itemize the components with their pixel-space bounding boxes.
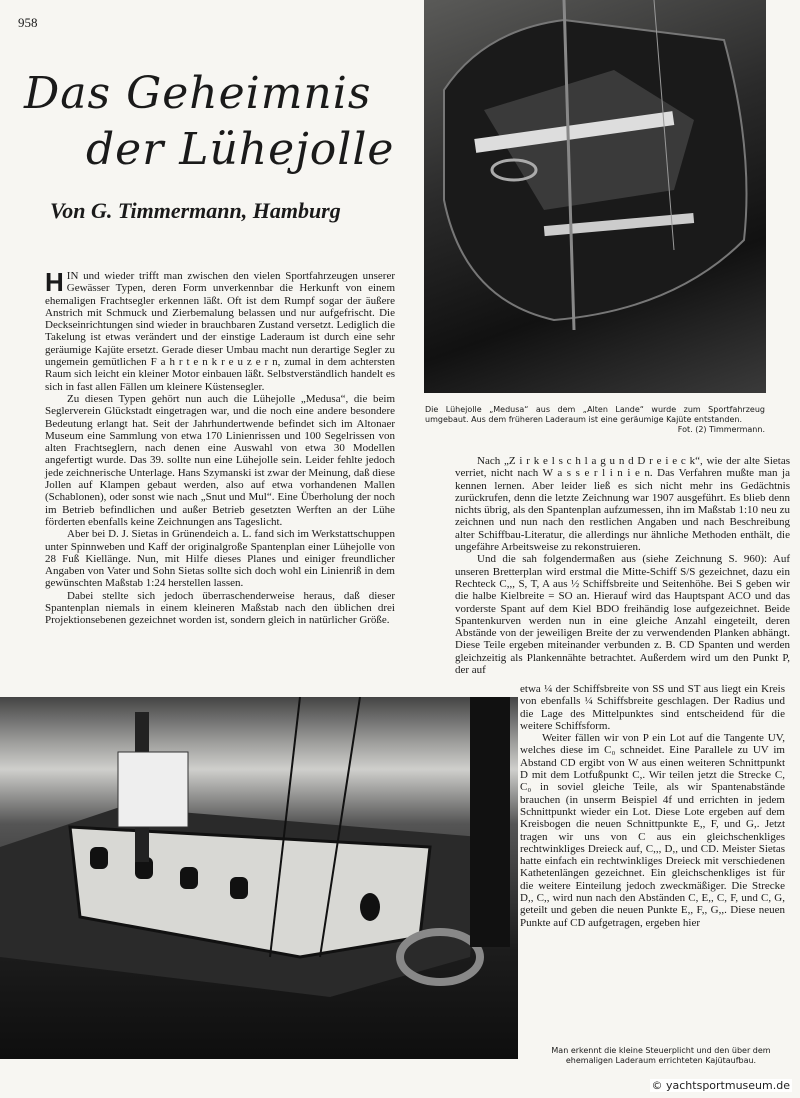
photo-boat-deck — [424, 0, 766, 393]
photo-credit: Fot. (2) Timmermann. — [677, 425, 765, 434]
paragraph: Aber bei D. J. Sietas in Grünendeich a. L. fand sich im Werkstattschuppen unter Spinnweben und Kaff der originalgroße Spantenplan einer Lühejolle von 28 Fuß Kiellänge. Nun, mit Hilfe dieses Planes und einiger freundlicher Angaben von Vater und Sohn Sietas sollte sich doch wohl ein Linienriß in dem gewünschten Maßstab 1:24 herstellen lassen. — [45, 528, 395, 590]
boat-side-illustration — [0, 697, 518, 1059]
drop-cap: H — [45, 267, 64, 297]
watermark: © yachtsportmuseum.de — [651, 1079, 790, 1092]
article-title-line-1: Das Geheimnis — [24, 68, 372, 119]
caption-bottom-photo: Man erkennt die kleine Steuerplicht und den über dem ehemaligen Laderaum errichteten Kajütaufbau. — [551, 1046, 771, 1065]
paragraph: IN und wieder trifft man zwischen den vielen Sportfahrzeugen unserer Gewässer Typen, deren Form unverkennbar die Herkunft von einem ehemaligen Frachtsegler erkennen läßt. Oft ist dem Rumpf sogar der äußere Anstrich mit Schmuck und Zierbemalung belassen und nur aufgefrischt. Die Deckseinrichtungen sind wieder in brauchbaren Zustand versetzt. Lediglich die Takelung ist etwas verändert und der einstige Laderaum ist durch eine sehr geräumige Kajüte ersetzt. Gerade dieser Umbau macht nun derartige Segler zu ungemein gemütlichen F a h r t e n k r e u z e r n, zumal in dem achtersten Raum sich leicht ein kleiner Motor einbauen läßt. Selbstverständlich handelt es sich in fast allen Fällen um kleinere Küstensegler. — [45, 270, 395, 393]
byline: Von G. Timmermann, Hamburg — [50, 198, 341, 223]
paragraph: Und die sah folgendermaßen aus (siehe Zeichnung S. 960): Auf unseren Bretterplan wird erstmal die Mitte-Schiff S/S gezeichnet, dazu ein Rechteck C,,, S, T, A aus ½ Schiffsbreite und Seitenhöhe. Bei S geben wir die halbe Kielbreite = SO an. Hierauf wird das Hauptspant ACO und das vorderste Spant auf dem Kiel BDO freihändig lose aufgezeichnet. Beide Spantenkurven werden nun in eine gleiche Anzahl eingeteilt, deren Abstände von der jeweiligen Breite der zu verwendenden Planken abhängt. Diese Teile ergeben miteinander verbunden z. B. CD Spanten und werden gleichzeitig als Plankennähte betrachtet. Außerdem wird um den Punkt P, der auf — [455, 553, 790, 677]
right-text-column-top — [455, 455, 790, 676]
paragraph: Weiter fällen wir von P ein Lot auf die Tangente UV, welches diese im C₀ schneidet. Eine Parallele zu UV im Abstand CD ergibt von W aus einen weiteren Schnittpunkt D mit dem Lotfußpunkt C,. Wir teilen jetzt die Strecke C, C₀ in soviel gleiche Teile, als wir Spantenabstände brauchen (in unserm Beispiel 4f und errichten in jedem Schnittpunkt wieder ein Lot. Diese Lote ergeben auf dem Kreisbogen die neuen Schnittpunkte E,, F, und G,. Jetzt tragen wir uns von C aus ein gleichschenkliges rechtwinkliges Dreieck auf, C,,, D,, und CD. Meister Sietas hatte einfach ein rechtwinkliges Dreieck mit verschiedenen Kathetenlängen gezeichnet. Ein gleichschenkliges ist für die weitere Einteilung jedoch zweckmäßiger. Die Strecke D,, C,, wird nun nach den Abständen C, E,, C, F, und C, G, geteilt und geben die neuen Punkte E,, F,, G,,. Diese neuen Punkte auf CD aufgetragen, ergeben hier — [520, 732, 785, 929]
paragraph: Dabei stellte sich jedoch überraschenderweise heraus, daß dieser Spantenplan niemals in einem kleineren Maßstab nach den üblichen drei Projektionsebenen gezeichnet worden ist, sondern gleich in natürlicher Größe. — [45, 589, 395, 627]
left-text-column — [45, 267, 395, 627]
paragraph: etwa ¼ der Schiffsbreite von SS und ST aus liegt ein Kreis von ebenfalls ¼ Schiffsbreite geschlagen. Der Radius und die Lage des Mittelpunktes sind entscheidend für die weitere Schiffsform. — [520, 683, 785, 732]
boat-deck-illustration — [424, 0, 766, 393]
page-number: 958 — [18, 15, 38, 30]
caption-top-text: Die Lühejolle „Medusa“ aus dem „Alten Lande“ wurde zum Sportfahrzeug umgebaut. Aus dem früheren Laderaum ist eine geräumige Kajüte entstanden. — [425, 405, 765, 424]
photo-boat-side — [0, 697, 518, 1059]
paragraph: Zu diesen Typen gehört nun auch die Lühejolle „Medusa“, die beim Seglerverein Glückstadt eingetragen war, und die noch eine andere besondere Bedeutung erlangt hat. Seit der Jahrhundertwende befindet sich im Altonaer Museum eine Sammlung von etwa 170 Linienrissen und 100 Segelrissen von alten Frachtseglern, nach denen eine Auswahl von etwa 30 Modellen angefertigt wurde. Das 39. sollte nun eine Lühejolle sein. Leider fehlte jedoch jede zeichnerische Unterlage. Hans Szymanski ist zwar der Meinung, daß diese Jollen auf Klampen gebaut werden, also auf etwa vorhandenen Mallen (Schablonen), oder sonst wie nach „Snut und Mul“. Eine Überholung der noch im Betrieb befindlichen und außer Betrieb gesetzten Werften an der Lühe förderten ebenfalls keine Zeichnungen ans Tageslicht. — [45, 392, 395, 528]
article-title-line-2: der Lühejolle — [86, 124, 395, 175]
right-text-column-bottom — [520, 683, 785, 929]
paragraph: Nach „Z i r k e l s c h l a g u n d D r e i e c k“, wie der alte Sietas verriet, nicht nach W a s s e r l i n i e n. Das Verfahren mußte man ja kennen lernen. Aber leider ließ es sich nicht mehr ins Gedächtnis zurückrufen, denn die letzte Zeichnung war 1907 ausgeführt. Es blieb denn nichts übrig, als den Spantenplan aufzumessen, ihn im Maßstab 1:10 neu zu zeichnen und nun nach den restlichen Angaben und nach Beschreibung alter Schiffbau-Literatur, die allerdings nur ähnliche Methoden enthält, die ungefähre Arbeitsweise zu rekonstruieren. — [455, 455, 790, 554]
caption-top-photo — [425, 405, 765, 435]
